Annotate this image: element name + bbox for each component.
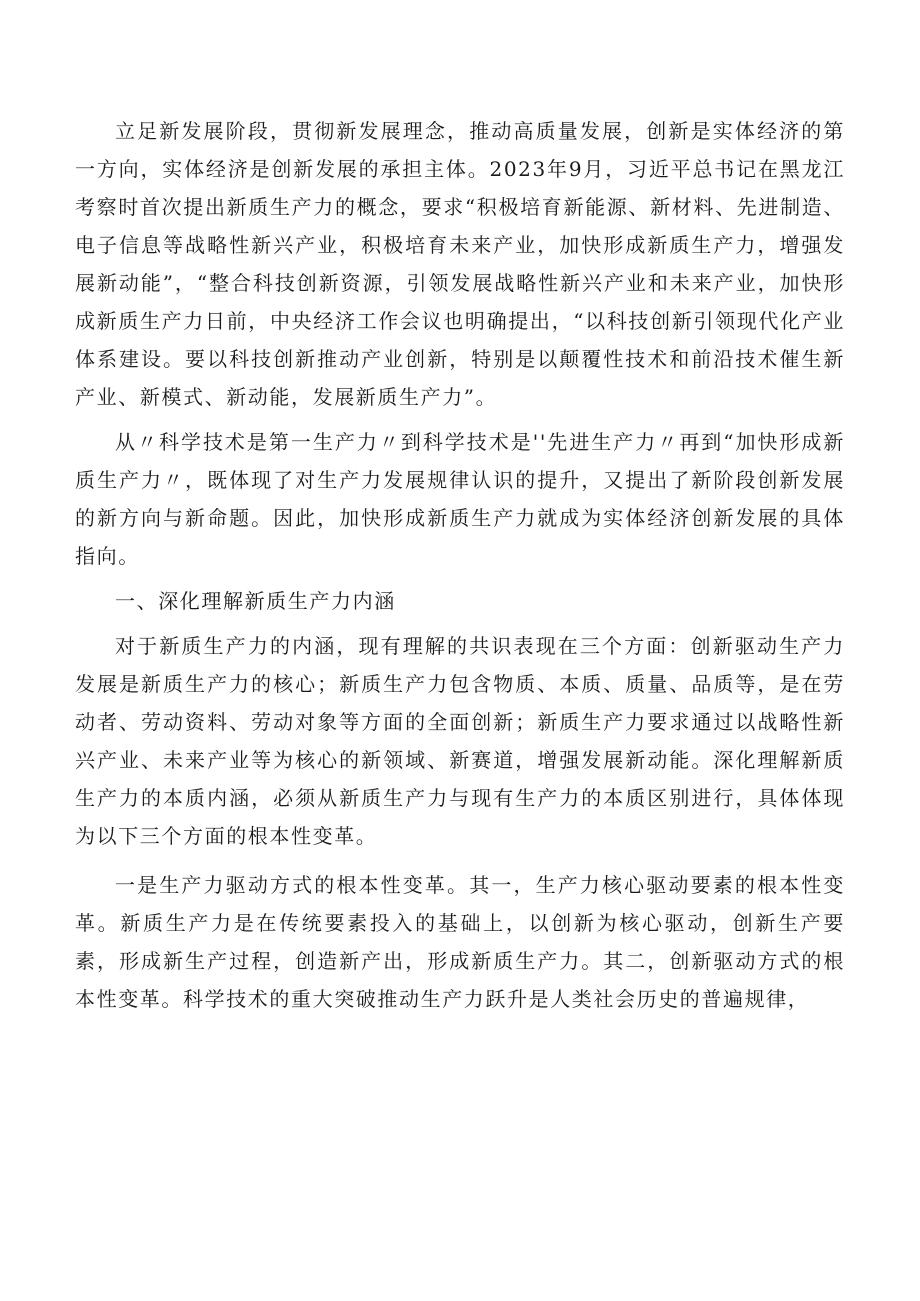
section-heading-1: 一、深化理解新质生产力内涵 bbox=[115, 589, 396, 613]
paragraph-intro: 立足新发展阶段，贯彻新发展理念，推动高质量发展，创新是实体经济的第一方向，实体经济是创新发展的承担主体。2023年9月，习近平总书记在黑龙江考察时首次提出新质生产力的概念，要求“积极培育新能源、新材料、先进制造、电子信息等战略性新兴产业，积极培育未来产业，加快形成新质生产力，增强发展新动能”，“整合科技创新资源，引领发展战略性新兴产业和未来产业，加快形成新质生产力日前，中央经济工作会议也明确提出，“以科技创新引领现代化产业体系建设。要以科技创新推动产业创新，特别是以颠覆性技术和前沿技术催生新产业、新模式、新动能，发展新质生产力”。 bbox=[75, 119, 845, 409]
paragraph-driving-mode: 一是生产力驱动方式的根本性变革。其一，生产力核心驱动要素的根本性变革。新质生产力是在传统要素投入的基础上，以创新为核心驱动，创新生产要素，形成新生产过程，创造新产出，形成新质生产力。其二，创新驱动方式的根本性变革。科学技术的重大突破推动生产力跃升是人类社会历史的普遍规律， bbox=[75, 873, 845, 1011]
paragraph-productivity-evolution: 从〃科学技术是第一生产力〃到科学技术是''先进生产力〃再到“加快形成新质生产力〃，既体现了对生产力发展规律认识的提升，又提出了新阶段创新发展的新方向与新命题。因此，加快形成新质生产力就成为实体经济创新发展的具体指向。 bbox=[75, 430, 845, 568]
paragraph-connotation: 对于新质生产力的内涵，现有理解的共识表现在三个方面：创新驱动生产力发展是新质生产力的核心；新质生产力包含物质、本质、质量、品质等，是在劳动者、劳动资料、劳动对象等方面的全面创新；新质生产力要求通过以战略性新兴产业、未来产业等为核心的新领域、新赛道，增强发展新动能。深化理解新质生产力的本质内涵，必须从新质生产力与现有生产力的本质区别进行，具体体现为以下三个方面的根本性变革。 bbox=[75, 634, 845, 848]
document-page bbox=[75, 112, 845, 1025]
